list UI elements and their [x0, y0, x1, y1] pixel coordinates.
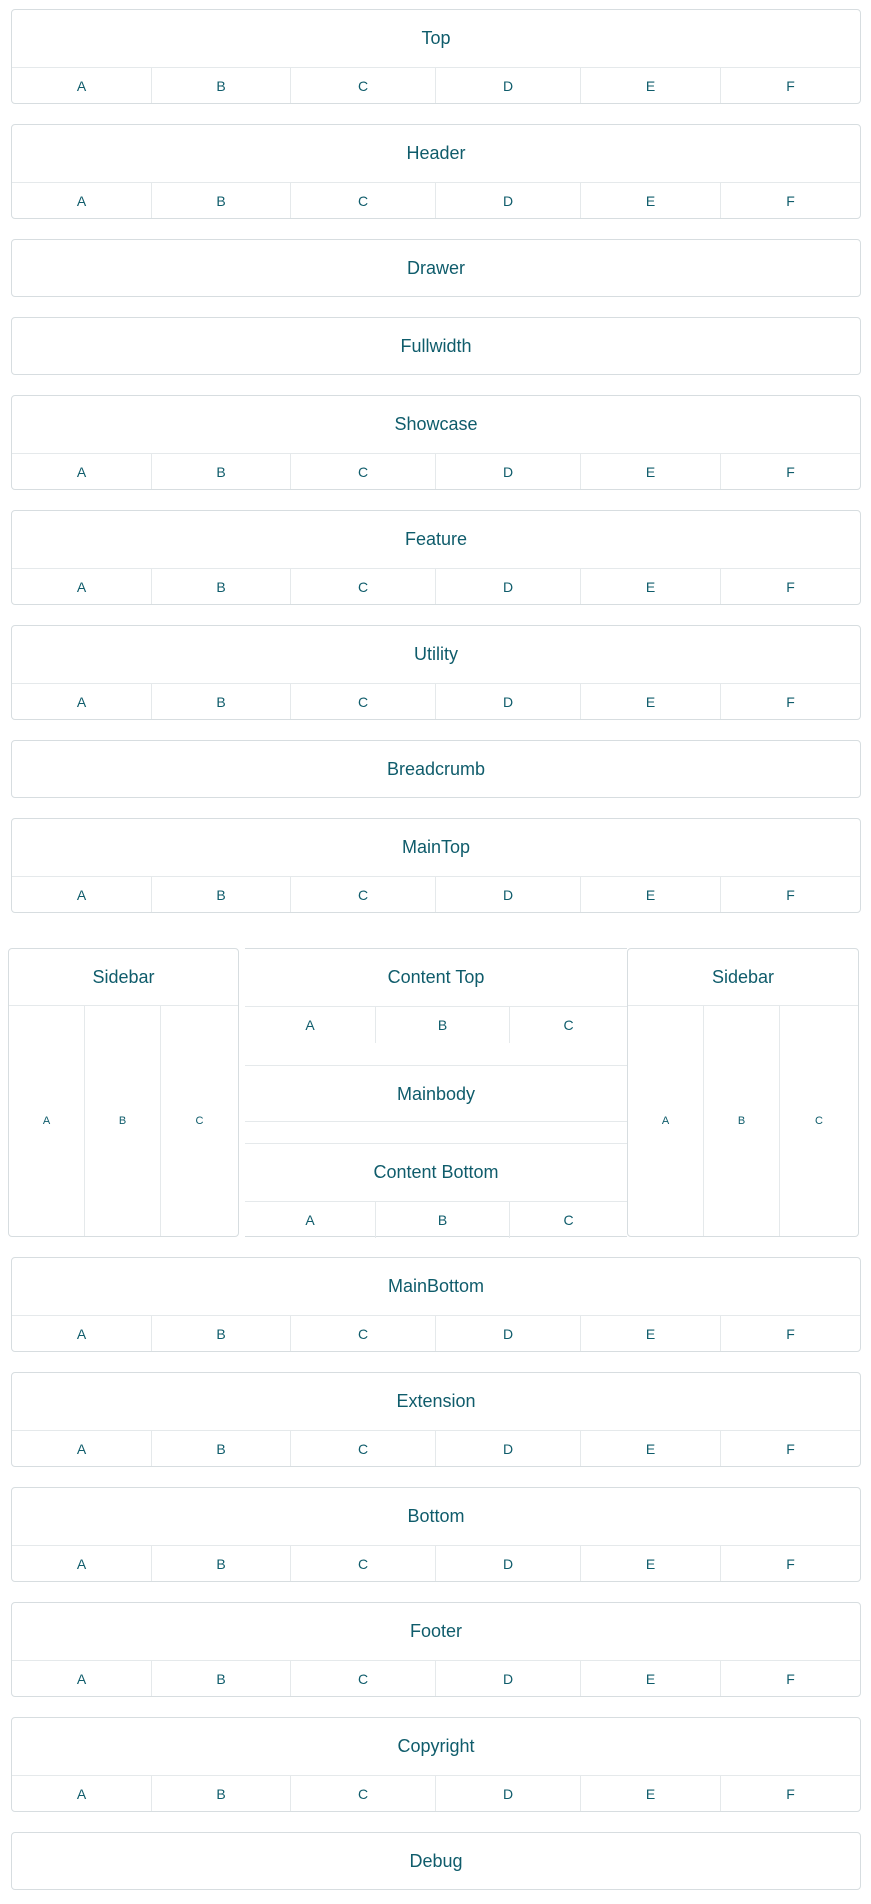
position-cell-f: F: [786, 78, 795, 94]
position-cell-d: D: [436, 68, 581, 104]
section-fullwidth: [11, 317, 861, 375]
section-title: Fullwidth: [400, 336, 472, 356]
sidebar-right: [627, 948, 859, 1237]
position-cell-c: C: [291, 569, 436, 605]
position-cell-c: C: [291, 1661, 436, 1697]
section-mainbottom: [11, 1257, 861, 1352]
position-cell-a: A: [12, 684, 152, 720]
sidebar-columns: [9, 1006, 238, 1236]
section-extension: [11, 1372, 861, 1467]
position-cell-d: D: [436, 1661, 581, 1697]
sidebar-col-c: C: [195, 1115, 204, 1127]
content-top-cell-b: B: [376, 1007, 510, 1043]
sidebar-left: [8, 948, 239, 1237]
content-bottom-cell-b: B: [376, 1202, 510, 1238]
sidebar-col-c: C: [815, 1115, 823, 1127]
section-footer: [11, 1602, 861, 1697]
position-cell-e: E: [581, 1316, 721, 1352]
position-row: [12, 1430, 860, 1467]
section-breadcrumb: [11, 740, 861, 798]
position-cell-b: B: [152, 1546, 291, 1582]
section-title: Footer: [409, 1621, 463, 1641]
position-cell-e: E: [581, 1661, 721, 1697]
content-column: [245, 948, 627, 1237]
section-title: Utility: [414, 644, 458, 664]
section-title: Header: [406, 143, 466, 163]
section-drawer: [11, 239, 861, 297]
section-title: Bottom: [407, 1506, 465, 1526]
section-title: Breadcrumb: [386, 759, 486, 779]
position-cell-c: C: [291, 183, 436, 219]
position-cell-c: C: [291, 1431, 436, 1467]
section-copyright: [11, 1717, 861, 1812]
content-bottom-cell-c: C: [563, 1212, 574, 1228]
position-cell-a: A: [12, 569, 152, 605]
position-cell-f: F: [786, 193, 795, 209]
position-cell-d: D: [436, 877, 581, 913]
position-cell-c: C: [291, 1316, 436, 1352]
content-top: [245, 949, 627, 1044]
section-title: MainTop: [401, 837, 471, 857]
section-title: Drawer: [406, 258, 465, 278]
content-top-row: [245, 1006, 627, 1043]
sidebar-title: Sidebar: [628, 949, 858, 1006]
position-cell-d: D: [436, 569, 581, 605]
section-title: Feature: [404, 529, 468, 549]
position-cell-e: E: [581, 1546, 721, 1582]
position-cell-f: F: [786, 1326, 795, 1342]
section-top: [11, 9, 861, 104]
position-cell-d: D: [436, 1776, 581, 1812]
position-cell-f: F: [786, 887, 795, 903]
position-cell-e: E: [581, 68, 721, 104]
position-row: [12, 182, 860, 219]
position-cell-f: F: [786, 694, 795, 710]
position-cell-b: B: [152, 454, 291, 490]
position-row: [12, 568, 860, 605]
position-cell-d: D: [436, 1546, 581, 1582]
content-bottom-title: Content Bottom: [373, 1162, 499, 1182]
position-cell-e: E: [581, 684, 721, 720]
position-cell-f: F: [786, 1786, 795, 1802]
position-cell-d: D: [436, 1316, 581, 1352]
content-top-title: Content Top: [387, 967, 485, 987]
position-cell-a: A: [12, 68, 152, 104]
sidebar-col-a: A: [9, 1006, 85, 1236]
sidebar-col-b: B: [85, 1006, 161, 1236]
position-cell-c: C: [291, 1546, 436, 1582]
sidebar-title: Sidebar: [9, 949, 238, 1006]
position-cell-f: F: [786, 464, 795, 480]
position-cell-a: A: [12, 1546, 152, 1582]
position-cell-b: B: [152, 877, 291, 913]
position-cell-b: B: [152, 684, 291, 720]
position-row: [12, 1545, 860, 1582]
position-cell-d: D: [436, 183, 581, 219]
position-cell-f: F: [786, 1671, 795, 1687]
position-cell-f: F: [786, 1441, 795, 1457]
position-cell-a: A: [12, 183, 152, 219]
mainbody: [245, 1065, 627, 1122]
position-row: [12, 876, 860, 913]
position-cell-c: C: [291, 68, 436, 104]
position-cell-e: E: [581, 183, 721, 219]
position-cell-e: E: [581, 569, 721, 605]
mainbody-title: Mainbody: [396, 1084, 476, 1104]
position-cell-e: E: [581, 877, 721, 913]
position-cell-f: F: [786, 579, 795, 595]
section-debug: [11, 1832, 861, 1890]
content-top-cell-a: A: [245, 1007, 376, 1043]
position-cell-b: B: [152, 1316, 291, 1352]
section-title: Showcase: [394, 414, 478, 434]
position-cell-b: B: [152, 569, 291, 605]
position-cell-d: D: [436, 1431, 581, 1467]
position-cell-d: D: [436, 684, 581, 720]
position-cell-b: B: [152, 68, 291, 104]
position-cell-c: C: [291, 877, 436, 913]
sidebar-columns: [628, 1006, 858, 1236]
section-bottom: [11, 1487, 861, 1582]
position-row: [12, 67, 860, 104]
position-cell-a: A: [12, 1316, 152, 1352]
position-cell-d: D: [436, 454, 581, 490]
position-cell-a: A: [12, 1776, 152, 1812]
position-row: [12, 453, 860, 490]
content-bottom: [245, 1143, 627, 1238]
section-maintop: [11, 818, 861, 913]
position-cell-c: C: [291, 1776, 436, 1812]
section-title: Debug: [409, 1851, 463, 1871]
section-feature: [11, 510, 861, 605]
position-row: [12, 683, 860, 720]
position-cell-c: C: [291, 454, 436, 490]
section-header: [11, 124, 861, 219]
position-cell-f: F: [786, 1556, 795, 1572]
content-top-cell-c: C: [563, 1017, 574, 1033]
position-row: [12, 1775, 860, 1812]
sidebar-col-b: B: [704, 1006, 780, 1236]
position-cell-a: A: [12, 1661, 152, 1697]
section-utility: [11, 625, 861, 720]
position-cell-b: B: [152, 1431, 291, 1467]
position-cell-e: E: [581, 1776, 721, 1812]
section-title: Extension: [396, 1391, 476, 1411]
sidebar-col-a: A: [628, 1006, 704, 1236]
content-bottom-cell-a: A: [245, 1202, 376, 1238]
position-cell-c: C: [291, 684, 436, 720]
position-cell-e: E: [581, 454, 721, 490]
position-cell-a: A: [12, 877, 152, 913]
position-row: [12, 1660, 860, 1697]
position-cell-b: B: [152, 1661, 291, 1697]
position-cell-e: E: [581, 1431, 721, 1467]
position-row: [12, 1315, 860, 1352]
position-cell-b: B: [152, 183, 291, 219]
position-cell-b: B: [152, 1776, 291, 1812]
section-title: Copyright: [397, 1736, 475, 1756]
section-showcase: [11, 395, 861, 490]
position-cell-a: A: [12, 1431, 152, 1467]
position-cell-a: A: [12, 454, 152, 490]
content-bottom-row: [245, 1201, 627, 1238]
section-title: Top: [421, 28, 451, 48]
section-title: MainBottom: [387, 1276, 485, 1296]
